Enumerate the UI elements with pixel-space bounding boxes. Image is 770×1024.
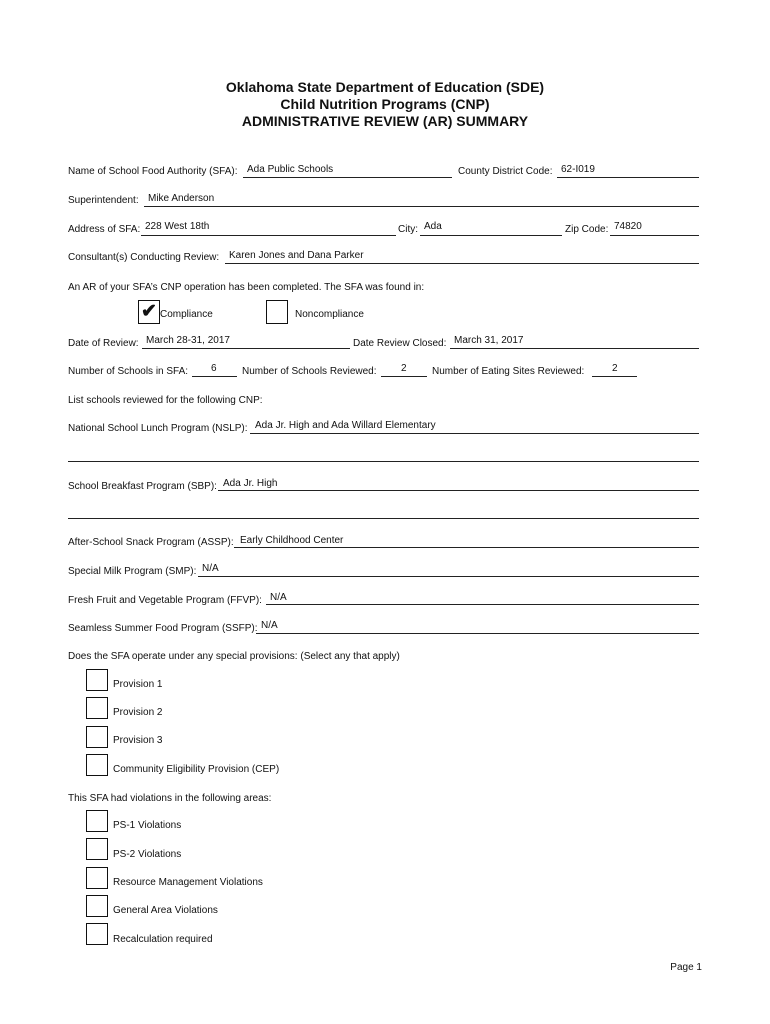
provision-1-checkbox[interactable] <box>86 669 108 691</box>
address-label: Address of SFA: <box>68 224 141 235</box>
zip-field-line <box>610 235 699 236</box>
review-date-line <box>142 348 350 349</box>
sfa-field-line <box>243 177 452 178</box>
city-label: City: <box>398 224 418 235</box>
address-field-line <box>141 235 396 236</box>
cep-label: Community Eligibility Provision (CEP) <box>113 764 280 775</box>
provision-3-label: Provision 3 <box>113 735 163 746</box>
nslp-value[interactable]: Ada Jr. High and Ada Willard Elementary <box>255 420 436 431</box>
ffvp-value[interactable]: N/A <box>270 592 287 603</box>
general-area-checkbox[interactable] <box>86 895 108 917</box>
schools-count-value[interactable]: 6 <box>211 363 217 374</box>
sbp-extra-line[interactable] <box>68 518 699 519</box>
reviewed-count-label: Number of Schools Reviewed: <box>242 366 377 377</box>
reviewed-count-line <box>381 376 427 377</box>
smp-label: Special Milk Program (SMP): <box>68 566 197 577</box>
ps1-violations-label: PS-1 Violations <box>113 820 182 831</box>
nslp-extra-line[interactable] <box>68 461 699 462</box>
sites-count-value[interactable]: 2 <box>612 363 618 374</box>
finding-text: An AR of your SFA’s CNP operation has been completed. The SFA was found in: <box>68 282 425 293</box>
violations-question: This SFA had violations in the following areas: <box>68 793 272 804</box>
closed-date-line <box>450 348 699 349</box>
superintendent-label: Superintendent: <box>68 195 139 206</box>
consultant-field-line <box>225 263 699 264</box>
consultant-value[interactable]: Karen Jones and Dana Parker <box>229 250 364 261</box>
sbp-label: School Breakfast Program (SBP): <box>68 481 217 492</box>
ps2-violations-label: PS-2 Violations <box>113 849 182 860</box>
ps1-violations-checkbox[interactable] <box>86 810 108 832</box>
sites-count-line <box>592 376 637 377</box>
cep-checkbox[interactable] <box>86 754 108 776</box>
provision-2-label: Provision 2 <box>113 707 163 718</box>
noncompliance-label: Noncompliance <box>295 309 364 320</box>
page-number: Page 1 <box>670 962 702 973</box>
review-date-value[interactable]: March 28-31, 2017 <box>146 335 230 346</box>
title-line-1: Oklahoma State Department of Education (SDE) <box>225 79 545 95</box>
city-value[interactable]: Ada <box>424 221 442 232</box>
provision-3-checkbox[interactable] <box>86 726 108 748</box>
assp-label: After-School Snack Program (ASSP): <box>68 537 234 548</box>
sbp-value[interactable]: Ada Jr. High <box>223 478 278 489</box>
superintendent-field-line <box>144 206 699 207</box>
closed-date-label: Date Review Closed: <box>353 338 447 349</box>
ssfp-label: Seamless Summer Food Program (SSFP): <box>68 623 258 634</box>
sfa-label: Name of School Food Authority (SFA): <box>68 166 238 177</box>
zip-label: Zip Code: <box>565 224 609 235</box>
consultant-label: Consultant(s) Conducting Review: <box>68 252 220 263</box>
check-mark-icon: ✔ <box>141 301 157 322</box>
closed-date-value[interactable]: March 31, 2017 <box>454 335 524 346</box>
county-value[interactable]: 62-I019 <box>561 164 595 175</box>
nslp-label: National School Lunch Program (NSLP): <box>68 423 248 434</box>
compliance-label: Compliance <box>160 309 213 320</box>
address-value[interactable]: 228 West 18th <box>145 221 210 232</box>
title-line-2: Child Nutrition Programs (CNP) <box>280 96 490 112</box>
sfa-value[interactable]: Ada Public Schools <box>247 164 334 175</box>
provisions-question: Does the SFA operate under any special provisions: (Select any that apply) <box>68 651 400 662</box>
recalculation-label: Recalculation required <box>113 934 213 945</box>
ps2-violations-checkbox[interactable] <box>86 838 108 860</box>
sbp-field-line <box>218 490 699 491</box>
smp-value[interactable]: N/A <box>202 563 219 574</box>
recalculation-checkbox[interactable] <box>86 923 108 945</box>
smp-field-line <box>198 576 699 577</box>
county-field-line <box>557 177 699 178</box>
county-label: County District Code: <box>458 166 553 177</box>
superintendent-value[interactable]: Mike Anderson <box>148 193 215 204</box>
schools-count-label: Number of Schools in SFA: <box>68 366 189 377</box>
schools-count-line <box>192 376 237 377</box>
noncompliance-checkbox[interactable] <box>266 300 288 324</box>
zip-value[interactable]: 74820 <box>614 221 642 232</box>
review-date-label: Date of Review: <box>68 338 139 349</box>
ffvp-label: Fresh Fruit and Vegetable Program (FFVP): <box>68 595 262 606</box>
assp-value[interactable]: Early Childhood Center <box>240 535 344 546</box>
provision-1-label: Provision 1 <box>113 679 163 690</box>
reviewed-count-value[interactable]: 2 <box>401 363 407 374</box>
provision-2-checkbox[interactable] <box>86 697 108 719</box>
ffvp-field-line <box>266 604 699 605</box>
sites-count-label: Number of Eating Sites Reviewed: <box>432 366 585 377</box>
assp-field-line <box>234 547 699 548</box>
ssfp-field-line <box>256 633 699 634</box>
city-field-line <box>420 235 562 236</box>
ssfp-value[interactable]: N/A <box>261 620 278 631</box>
programs-intro: List schools reviewed for the following CNP: <box>68 395 263 406</box>
general-area-label: General Area Violations <box>113 905 218 916</box>
resource-management-label: Resource Management Violations <box>113 877 263 888</box>
resource-management-checkbox[interactable] <box>86 867 108 889</box>
title-line-3: ADMINISTRATIVE REVIEW (AR) SUMMARY <box>241 113 529 129</box>
nslp-field-line <box>250 433 699 434</box>
